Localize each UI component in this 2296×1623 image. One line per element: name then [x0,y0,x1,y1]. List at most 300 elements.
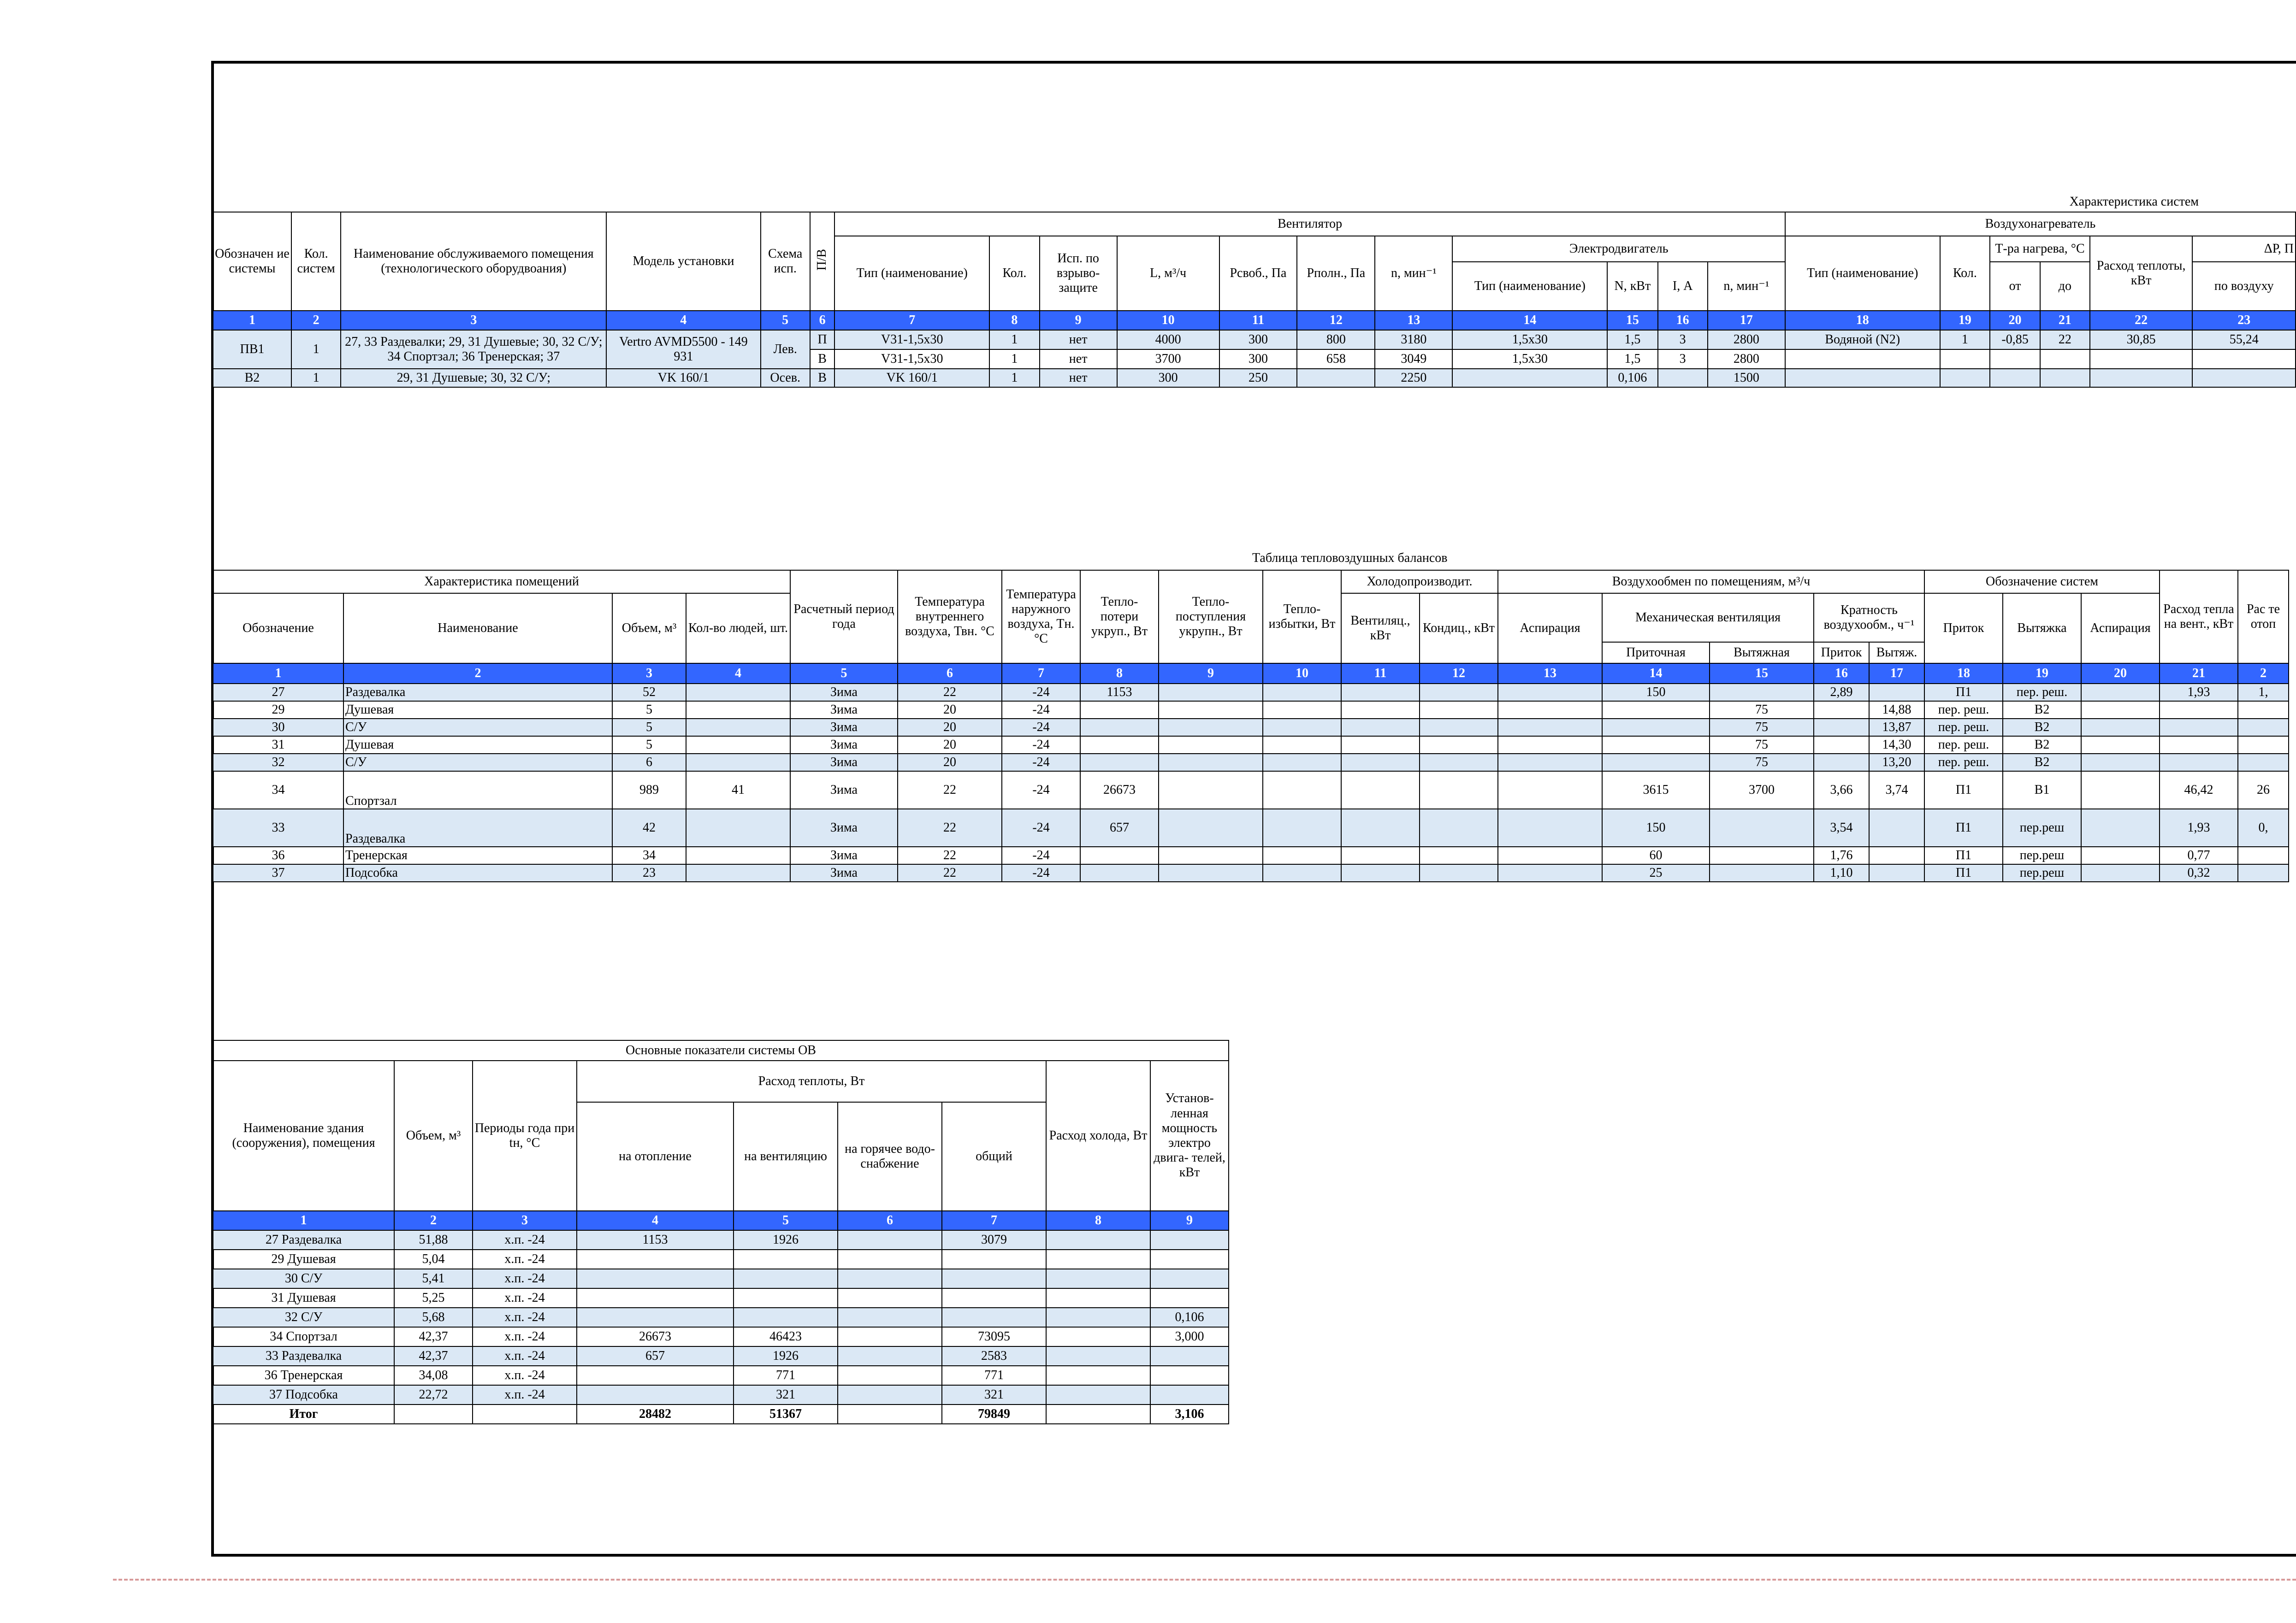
h-bal-people: Кол-во людей, шт. [686,593,790,663]
balance-cell-vol: 34 [612,847,686,864]
column-numbers-row [213,311,2296,330]
balance-cell-empty [1263,809,1341,847]
balance-cell-people [686,736,790,754]
h-temp: Т-ра нагрева, °С [1990,236,2090,262]
summary-cell-vol: 5,41 [394,1269,473,1288]
pv1-r1-flow: 3700 [1117,349,1219,369]
summary-cell-period: х.п. -24 [473,1346,577,1366]
balance-cell-hx [2238,719,2289,736]
balance-cell-name: Тренерская [343,847,612,864]
pv1-r0-power: 1,5 [1607,330,1657,349]
balance-cell-rout [1869,684,1924,701]
pv1-r1-tto [2040,349,2090,369]
summary-cell-period: х.п. -24 [473,1327,577,1346]
summary-row [213,1250,1229,1269]
balance-cell-rout: 14,30 [1869,736,1924,754]
pv1-r0-fan: V31-1,5x30 [834,330,989,349]
balance-cell-exh: 75 [1710,754,1814,771]
summary-cell-total [942,1308,1046,1327]
page-cut-line [113,1579,2296,1581]
summary-cell-vol: 42,37 [394,1346,473,1366]
summary-cell-vol: 51,88 [394,1230,473,1250]
balance-cell-hx [2238,754,2289,771]
balance-cell-vol: 52 [612,684,686,701]
balance-cell-empty [1420,847,1498,864]
summary-cell-power [1150,1230,1229,1250]
h-sum-cold: Расход холода, Вт [1046,1061,1150,1211]
summary-cell-power [1150,1269,1229,1288]
summary-cell-power [1150,1366,1229,1385]
summary-cell-hw [838,1308,942,1327]
h-sum-period: Периоды года при tн, °С [473,1061,577,1211]
summary-cell-vent: 321 [734,1385,838,1405]
balance-cell-tout: -24 [1002,771,1080,809]
balance-cell-empty [1263,719,1341,736]
balance-cell-name: Подсобка [343,864,612,882]
h-heat-next: Рас те отоп [2238,570,2289,663]
balance-cell-period: Зима [790,684,898,701]
h-motor-rpm: n, мин⁻¹ [1708,262,1785,311]
summary-cell-heat: 657 [577,1346,734,1366]
balance-row [213,684,2289,701]
balance-cell-loss [1080,864,1159,882]
balance-row [213,864,2289,882]
summary-cell-total: 321 [942,1385,1046,1405]
h-dp: ΔР, П [2192,236,2296,262]
systems_table-colnum-16: 16 [1658,311,1708,330]
summary_table-colnum-6: 6 [838,1211,942,1230]
balance-cell-empty [1159,736,1263,754]
h-dp-air: по воздуху [2192,262,2296,311]
b2-empty-2 [1940,369,1990,387]
summary-cell-hw [838,1288,942,1308]
balance-cell-empty [1498,684,1602,701]
pv1-r1-tfrom [1990,349,2040,369]
h-motor-type: Тип (наименование) [1452,262,1607,311]
balance-cell-sin: П1 [1924,847,2003,864]
pv1-scheme: Лев. [761,330,810,369]
balance-row [213,754,2289,771]
balance-cell-sout: пер. реш. [2003,684,2081,701]
pv1-r0-flow: 4000 [1117,330,1219,349]
balance-cell-empty [1420,684,1498,701]
summary-cell-period: х.п. -24 [473,1288,577,1308]
summary-cell-heat: 1153 [577,1230,734,1250]
balance-cell-empty [1420,809,1498,847]
pv1-count: 1 [291,330,341,369]
h-bal-cond: Кондиц., кВт [1420,593,1498,663]
balance-cell-tin: 22 [898,864,1002,882]
summary-cell-hw [838,1346,942,1366]
balance-cell-empty [1420,771,1498,809]
balance-cell-people [686,701,790,719]
summary-cell-vol: 34,08 [394,1366,473,1385]
h-pfull: Рполн., Па [1297,236,1375,311]
b2-room: 29, 31 Душевые; 30, 32 С/У; [341,369,606,387]
total-empty-1 [394,1405,473,1424]
systems_table-colnum-5: 5 [761,311,810,330]
balance-table [213,547,2289,882]
pv1-r0-ex: нет [1040,330,1117,349]
balance_table-colnum-4: 4 [686,663,790,684]
b2-qty: 1 [989,369,1040,387]
balance-cell-people [686,809,790,847]
systems_table-colnum-8: 8 [989,311,1040,330]
balance-cell-sup [1602,701,1710,719]
b2-ex: нет [1040,369,1117,387]
summary-cell-period: х.п. -24 [473,1366,577,1385]
balance_table-colnum-15: 15 [1710,663,1814,684]
balance-cell-rin [1814,736,1869,754]
summary-cell-cold [1046,1308,1150,1327]
balance-cell-tout: -24 [1002,847,1080,864]
balance-cell-empty [1420,736,1498,754]
summary-cell-cold [1046,1346,1150,1366]
systems_table-colnum-22: 22 [2090,311,2193,330]
balance-cell-hx [2238,736,2289,754]
balance-cell-sup [1602,754,1710,771]
systems_table-colnum-21: 21 [2040,311,2090,330]
h-designation: Обозначен ие системы [213,212,291,311]
systems_table-colnum-20: 20 [1990,311,2040,330]
total-sum: 79849 [942,1405,1046,1424]
summary-row [213,1230,1229,1250]
balance-cell-rout: 13,20 [1869,754,1924,771]
group-airex: Воздухообмен по помещениям, м³/ч [1498,570,1924,593]
pv1-r0-pfree: 300 [1219,330,1297,349]
summary-row [213,1269,1229,1288]
systems_table-colnum-15: 15 [1607,311,1657,330]
balance-cell-period: Зима [790,754,898,771]
summary-cell-name: 33 Раздевалка [213,1346,394,1366]
summary-cell-period: х.п. -24 [473,1230,577,1250]
balance-cell-empty [1341,719,1420,736]
h-flow: L, м³/ч [1117,236,1219,311]
balance-cell-vol: 989 [612,771,686,809]
summary-cell-total [942,1269,1046,1288]
balance-row [213,701,2289,719]
balance-cell-people: 41 [686,771,790,809]
summary-cell-name: 32 С/У [213,1308,394,1327]
balance-cell-sout: В2 [2003,701,2081,719]
balance-cell-loss: 26673 [1080,771,1159,809]
h-room: Наименование обслуживаемого помещения (технологического оборудвоания) [341,212,606,311]
group-rooms: Характеристика помещений [213,570,790,593]
balance-cell-rout [1869,847,1924,864]
balance-cell-loss [1080,754,1159,771]
balance-cell-hx [2238,864,2289,882]
balance-cell-sin: П1 [1924,771,2003,809]
balance-cell-empty [1341,809,1420,847]
summary-cell-total: 3079 [942,1230,1046,1250]
pv1-r1-dp [2192,349,2296,369]
summary-cell-vol: 5,04 [394,1250,473,1269]
balance-cell-empty [1498,847,1602,864]
balance-cell-sout: В2 [2003,754,2081,771]
balance_table-colnum-13: 13 [1498,663,1602,684]
h-current: I, А [1658,262,1708,311]
balance-cell-id: 37 [213,864,343,882]
summary-cell-cold [1046,1366,1150,1385]
systems_table-colnum-7: 7 [834,311,989,330]
summary_table-colnum-3: 3 [473,1211,577,1230]
summary-row [213,1366,1229,1385]
h-sum-vent: на вентиляцию [734,1102,838,1211]
balance-cell-id: 33 [213,809,343,847]
systems_table-colnum-3: 3 [341,311,606,330]
h-sys-in: Приток [1924,593,2003,663]
systems_table-colnum-11: 11 [1219,311,1297,330]
balance-cell-empty [1263,771,1341,809]
balance-cell-empty [1159,701,1263,719]
balance-cell-empty [1263,754,1341,771]
balance-cell-empty [1263,701,1341,719]
balance-cell-loss [1080,719,1159,736]
balance-cell-period: Зима [790,809,898,847]
balance-cell-hv: 1,93 [2160,809,2238,847]
summary-row [213,1346,1229,1366]
pv1-r0-tfrom: -0,85 [1990,330,2040,349]
summary-cell-period: х.п. -24 [473,1308,577,1327]
balance_table-colnum-5: 5 [790,663,898,684]
balance_table-colnum-19: 19 [2003,663,2081,684]
h-temp-from: от [1990,262,2040,311]
balance-cell-loss [1080,736,1159,754]
summary-cell-heat [577,1269,734,1288]
balance-row [213,736,2289,754]
summary-cell-hw [838,1269,942,1288]
systems_table-colnum-4: 4 [606,311,760,330]
balance-cell-tout: -24 [1002,701,1080,719]
balance-cell-sin: П1 [1924,864,2003,882]
balance-cell-loss: 1153 [1080,684,1159,701]
summary-row [213,1385,1229,1405]
summary-cell-vol: 42,37 [394,1327,473,1346]
summary-cell-name: 27 Раздевалка [213,1230,394,1250]
balance-cell-hx [2238,701,2289,719]
summary-cell-name: 37 Подсобка [213,1385,394,1405]
balance-cell-name: Раздевалка [343,809,612,847]
b2-designation: В2 [213,369,291,387]
pv1-row-supply [213,330,2296,349]
balance_table-colnum-18: 18 [1924,663,2003,684]
b2-power: 0,106 [1607,369,1657,387]
balance-cell-id: 29 [213,701,343,719]
balance-cell-rout [1869,864,1924,882]
pv1-r0-heat: 30,85 [2090,330,2193,349]
h-sum-total: общий [942,1102,1046,1211]
pv1-r1-mrpm: 2800 [1708,349,1785,369]
balance-cell-empty [2081,701,2160,719]
balance-cell-sin: П1 [1924,684,2003,701]
balance-cell-tin: 22 [898,847,1002,864]
total-power: 3,106 [1150,1405,1229,1424]
systems_table-colnum-17: 17 [1708,311,1785,330]
h-scheme: Схема исп. [761,212,810,311]
balance-cell-empty [1498,736,1602,754]
balance-cell-rin: 3,66 [1814,771,1869,809]
h-bal-volume: Объем, м³ [612,593,686,663]
balance_table-colnum-9: 9 [1159,663,1263,684]
total-empty-2 [473,1405,577,1424]
h-bal-ratio-out: Вытяж. [1869,642,1924,663]
h-sum-heat-group: Расход теплоты, Вт [577,1061,1046,1102]
balance-cell-empty [1159,847,1263,864]
h-sum-heating: на отопление [577,1102,734,1211]
balance-cell-rin: 1,10 [1814,864,1869,882]
b2-rpm: 2250 [1375,369,1452,387]
balance-cell-tout: -24 [1002,736,1080,754]
summary-cell-name: 34 Спортзал [213,1327,394,1346]
balance-cell-empty [1498,754,1602,771]
summary-cell-heat [577,1366,734,1385]
summary-cell-name: 29 Душевая [213,1250,394,1269]
balance-cell-empty [2081,864,2160,882]
pv1-room: 27, 33 Раздевалки; 29, 31 Душевые; 30, 32 С/У; 34 Спортзал; 36 Тренерская; 37 [341,330,606,369]
group-heater: Воздухонагреватель [1785,212,2296,236]
balance-cell-hv [2160,736,2238,754]
balance-column-numbers-row [213,663,2289,684]
pv1-r1-current: 3 [1658,349,1708,369]
h-temp-to: до [2040,262,2090,311]
systems-title: Характеристика систем [213,193,2296,212]
balance-cell-hx: 0, [2238,809,2289,847]
h-bal-mech: Механическая вентиляция [1602,593,1814,642]
summary-cell-vol: 5,68 [394,1308,473,1327]
summary-cell-cold [1046,1250,1150,1269]
summary-cell-heat [577,1288,734,1308]
pv1-designation: ПВ1 [213,330,291,369]
pv1-r1-ex: нет [1040,349,1117,369]
balance-cell-sup: 25 [1602,864,1710,882]
h-heat-use: Расход теплоты, кВт [2090,236,2193,311]
h-rpm: n, мин⁻¹ [1375,236,1452,311]
balance-cell-empty [1498,701,1602,719]
balance-cell-rin [1814,701,1869,719]
h-bal-aspiration: Аспирация [1498,593,1602,663]
h-bal-designation: Обозначение [213,593,343,663]
balance-cell-empty [2081,847,2160,864]
balance_table-colnum-12: 12 [1420,663,1498,684]
balance-cell-empty [1159,754,1263,771]
balance-cell-tin: 22 [898,771,1002,809]
balance-cell-sup: 150 [1602,684,1710,701]
h-loss: Тепло- потери укруп., Вт [1080,570,1159,663]
balance-cell-period: Зима [790,771,898,809]
balance-cell-sin: пер. реш. [1924,719,2003,736]
balance-cell-empty [1341,864,1420,882]
balance-cell-empty [1341,701,1420,719]
balance-cell-empty [1498,719,1602,736]
summary-cell-name: 30 С/У [213,1269,394,1288]
b2-scheme: Осев. [761,369,810,387]
balance-cell-rin: 1,76 [1814,847,1869,864]
summary-row [213,1288,1229,1308]
summary-cell-vol: 22,72 [394,1385,473,1405]
balance-cell-id: 30 [213,719,343,736]
pv1-r0-rpm: 3180 [1375,330,1452,349]
balance-cell-empty [2081,754,2160,771]
summary-cell-vent: 771 [734,1366,838,1385]
summary-cell-total: 2583 [942,1346,1046,1366]
b2-empty-4 [2040,369,2090,387]
balance-cell-loss [1080,701,1159,719]
balance-cell-empty [2081,684,2160,701]
pv1-r1-hqty [1940,349,1990,369]
balance-cell-hv [2160,701,2238,719]
summary-cell-vent [734,1288,838,1308]
balance-cell-loss [1080,847,1159,864]
balance_table-colnum-7: 7 [1002,663,1080,684]
summary-cell-heat: 26673 [577,1327,734,1346]
balance-cell-tin: 22 [898,809,1002,847]
balance_table-colnum-16: 16 [1814,663,1869,684]
summary-cell-vent [734,1269,838,1288]
h-sys-out: Вытяжка [2003,593,2081,663]
balance-cell-vol: 5 [612,736,686,754]
balance-cell-empty [1341,771,1420,809]
summary-cell-power [1150,1385,1229,1405]
balance-cell-sup [1602,719,1710,736]
balance-cell-empty [2081,719,2160,736]
systems-table [213,193,2296,388]
balance-cell-empty [1159,864,1263,882]
balance-cell-tin: 20 [898,719,1002,736]
balance-cell-tout: -24 [1002,754,1080,771]
summary_table-colnum-5: 5 [734,1211,838,1230]
balance-cell-tin: 20 [898,701,1002,719]
h-pv [810,212,835,311]
balance-cell-exh: 75 [1710,719,1814,736]
summary-cell-period: х.п. -24 [473,1250,577,1269]
h-sys-asp: Аспирация [2081,593,2160,663]
pv1-r1-motor: 1,5x30 [1452,349,1607,369]
summary-cell-vent: 1926 [734,1346,838,1366]
summary_table-colnum-7: 7 [942,1211,1046,1230]
balance-cell-people [686,684,790,701]
balance_table-colnum-17: 17 [1869,663,1924,684]
pv1-r1-rpm: 3049 [1375,349,1452,369]
systems_table-colnum-23: 23 [2192,311,2296,330]
balance-cell-vol: 5 [612,701,686,719]
balance-cell-hx: 1, [2238,684,2289,701]
balance-cell-empty [1498,771,1602,809]
balance-cell-sup [1602,736,1710,754]
balance-cell-sin: пер. реш. [1924,754,2003,771]
balance-cell-loss: 657 [1080,809,1159,847]
summary-total-row [213,1405,1229,1424]
pv1-r1-heater [1785,349,1940,369]
pv1-r0-pfull: 800 [1297,330,1375,349]
balance-cell-rin [1814,719,1869,736]
summary-cell-vent [734,1250,838,1269]
pv1-r1-qty: 1 [989,349,1040,369]
pv1-r1-power: 1,5 [1607,349,1657,369]
balance-cell-empty [1420,701,1498,719]
summary-cell-vent: 1926 [734,1230,838,1250]
h-bal-exhaust: Вытяжная [1710,642,1814,663]
balance_table-colnum-6: 6 [898,663,1002,684]
balance-cell-exh: 3700 [1710,771,1814,809]
summary-cell-total: 771 [942,1366,1046,1385]
balance-cell-rout: 3,74 [1869,771,1924,809]
balance-cell-empty [1341,684,1420,701]
summary-cell-period: х.п. -24 [473,1385,577,1405]
balance-cell-empty [1420,864,1498,882]
balance-cell-exh [1710,684,1814,701]
balance-cell-exh [1710,809,1814,847]
pv1-r1-heat [2090,349,2193,369]
